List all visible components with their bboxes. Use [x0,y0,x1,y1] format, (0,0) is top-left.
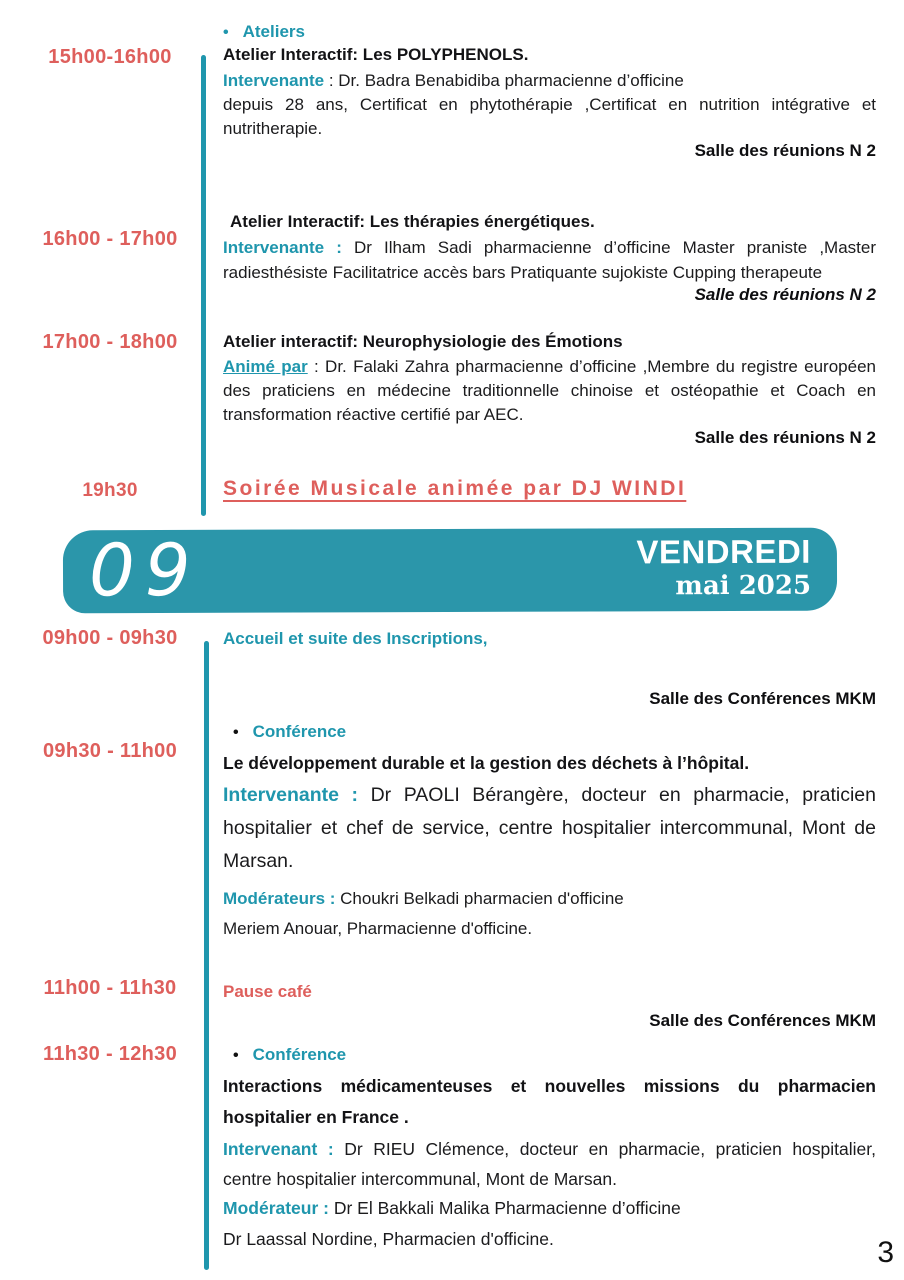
category-label: Conférence [252,1045,347,1064]
category-label: Conférence [252,722,347,741]
event-moderator-2: Dr Laassal Nordine, Pharmacien d'officine. [223,1229,554,1249]
speaker-label: Intervenante : [223,784,371,806]
event-title: Atelier Interactif: Les POLYPHENOLS. [223,45,529,64]
moderator-text: Dr El Bakkali Malika Pharmacienne d’officine [333,1198,681,1218]
time-slot-11h00: 11h00 - 11h30 [43,977,177,999]
timeline-segment-day2 [204,641,209,1270]
event-title: Interactions médicamenteuses et nouvelles missions du pharmacien hospitalier en France . [223,1076,876,1127]
category-ateliers [223,20,876,45]
banner-month-year: mai 2025 [675,570,812,602]
timeline-segment-day1 [201,55,206,516]
speaker-text: : Dr. Badra Benabidiba pharmacienne d’officine [324,71,684,90]
room-label: Salle des réunions N 2 [694,285,876,304]
moderator-label: Modérateurs : [223,889,341,908]
event-speaker [223,1134,876,1194]
event-moderator [223,1196,876,1220]
page-number: 3 [877,1236,894,1269]
time-slot-09h00: 09h00 - 09h30 [42,627,178,649]
speaker-label: Animé par [223,357,308,376]
speaker-label: Intervenante : [223,238,354,257]
speaker-text: Dr RIEU Clémence, docteur en pharmacie, praticien hospitalier, centre hospitalier intercommunal, Mont de Marsan. [223,1139,876,1189]
event-moderators [223,887,876,911]
speaker-text: : Dr. Falaki Zahra pharmacienne d’officine ,Membre du registre européen des praticiens en médecine traditionnelle chinoise et ostéopathie et Coach en transformation réactive certifié par AEC. [223,357,876,424]
pause-title: Pause café [223,982,312,1001]
time-slot-17h00: 17h00 - 18h00 [42,331,178,353]
event-title: Le développement durable et la gestion des déchets à l’hôpital. [223,753,750,773]
time-slot-09h30: 09h30 - 11h00 [43,740,177,762]
banner-day-name: VENDREDI [636,532,811,571]
room-label: Salle des Conférences MKM [649,1011,876,1030]
day-banner [63,528,837,614]
time-slot-16h00: 16h00 - 17h00 [42,228,178,250]
event-details: depuis 28 ans, Certificat en phytothérapie ,Certificat en nutrition intégrative et nutritherapie. [223,95,876,138]
bullet-icon: • [233,724,239,741]
category-label: Ateliers [242,22,305,41]
bullet-icon: • [223,24,229,41]
event-speaker [223,355,876,427]
banner-day-number: 09 [88,527,201,613]
bullet-icon: • [233,1047,239,1064]
event-speaker [223,779,876,878]
moderator-text: Choukri Belkadi pharmacien d'officine [340,889,624,908]
time-slot-11h30: 11h30 - 12h30 [43,1043,177,1065]
speaker-text: Dr Ilham Sadi pharmacienne d’officine Master praniste ,Master radiesthésiste Facilitatrice accès bars Pratiquante sujokiste Cupping therapeute [223,238,877,282]
category-conference [233,1043,886,1068]
evening-event-title: Soirée Musicale animée par DJ WINDI [223,477,687,500]
event-moderator-2: Meriem Anouar, Pharmacienne d'officine. [223,919,533,938]
room-label: Salle des réunions N 2 [694,141,876,160]
event-title: Atelier Interactif: Les thérapies énergétiques. [230,212,595,231]
event-title: Atelier interactif: Neurophysiologie des Émotions [223,332,623,351]
speaker-text: Dr PAOLI Bérangère, docteur en pharmacie, praticien hospitalier et chef de service, centre hospitalier intercommunal, Mont de Marsan. [223,784,876,872]
moderator-label: Modérateur : [223,1198,334,1218]
room-label: Salle des Conférences MKM [649,689,876,708]
speaker-label: Intervenant : [223,1139,345,1159]
time-slot-15h00: 15h00-16h00 [48,46,172,68]
speaker-label: Intervenante [223,71,325,90]
event-speaker [223,235,876,285]
event-speaker [223,69,876,93]
time-slot-19h30: 19h30 [82,480,138,501]
category-conference [233,720,886,745]
event-title-accueil: Accueil et suite des Inscriptions, [223,629,488,648]
room-label: Salle des réunions N 2 [694,428,876,447]
